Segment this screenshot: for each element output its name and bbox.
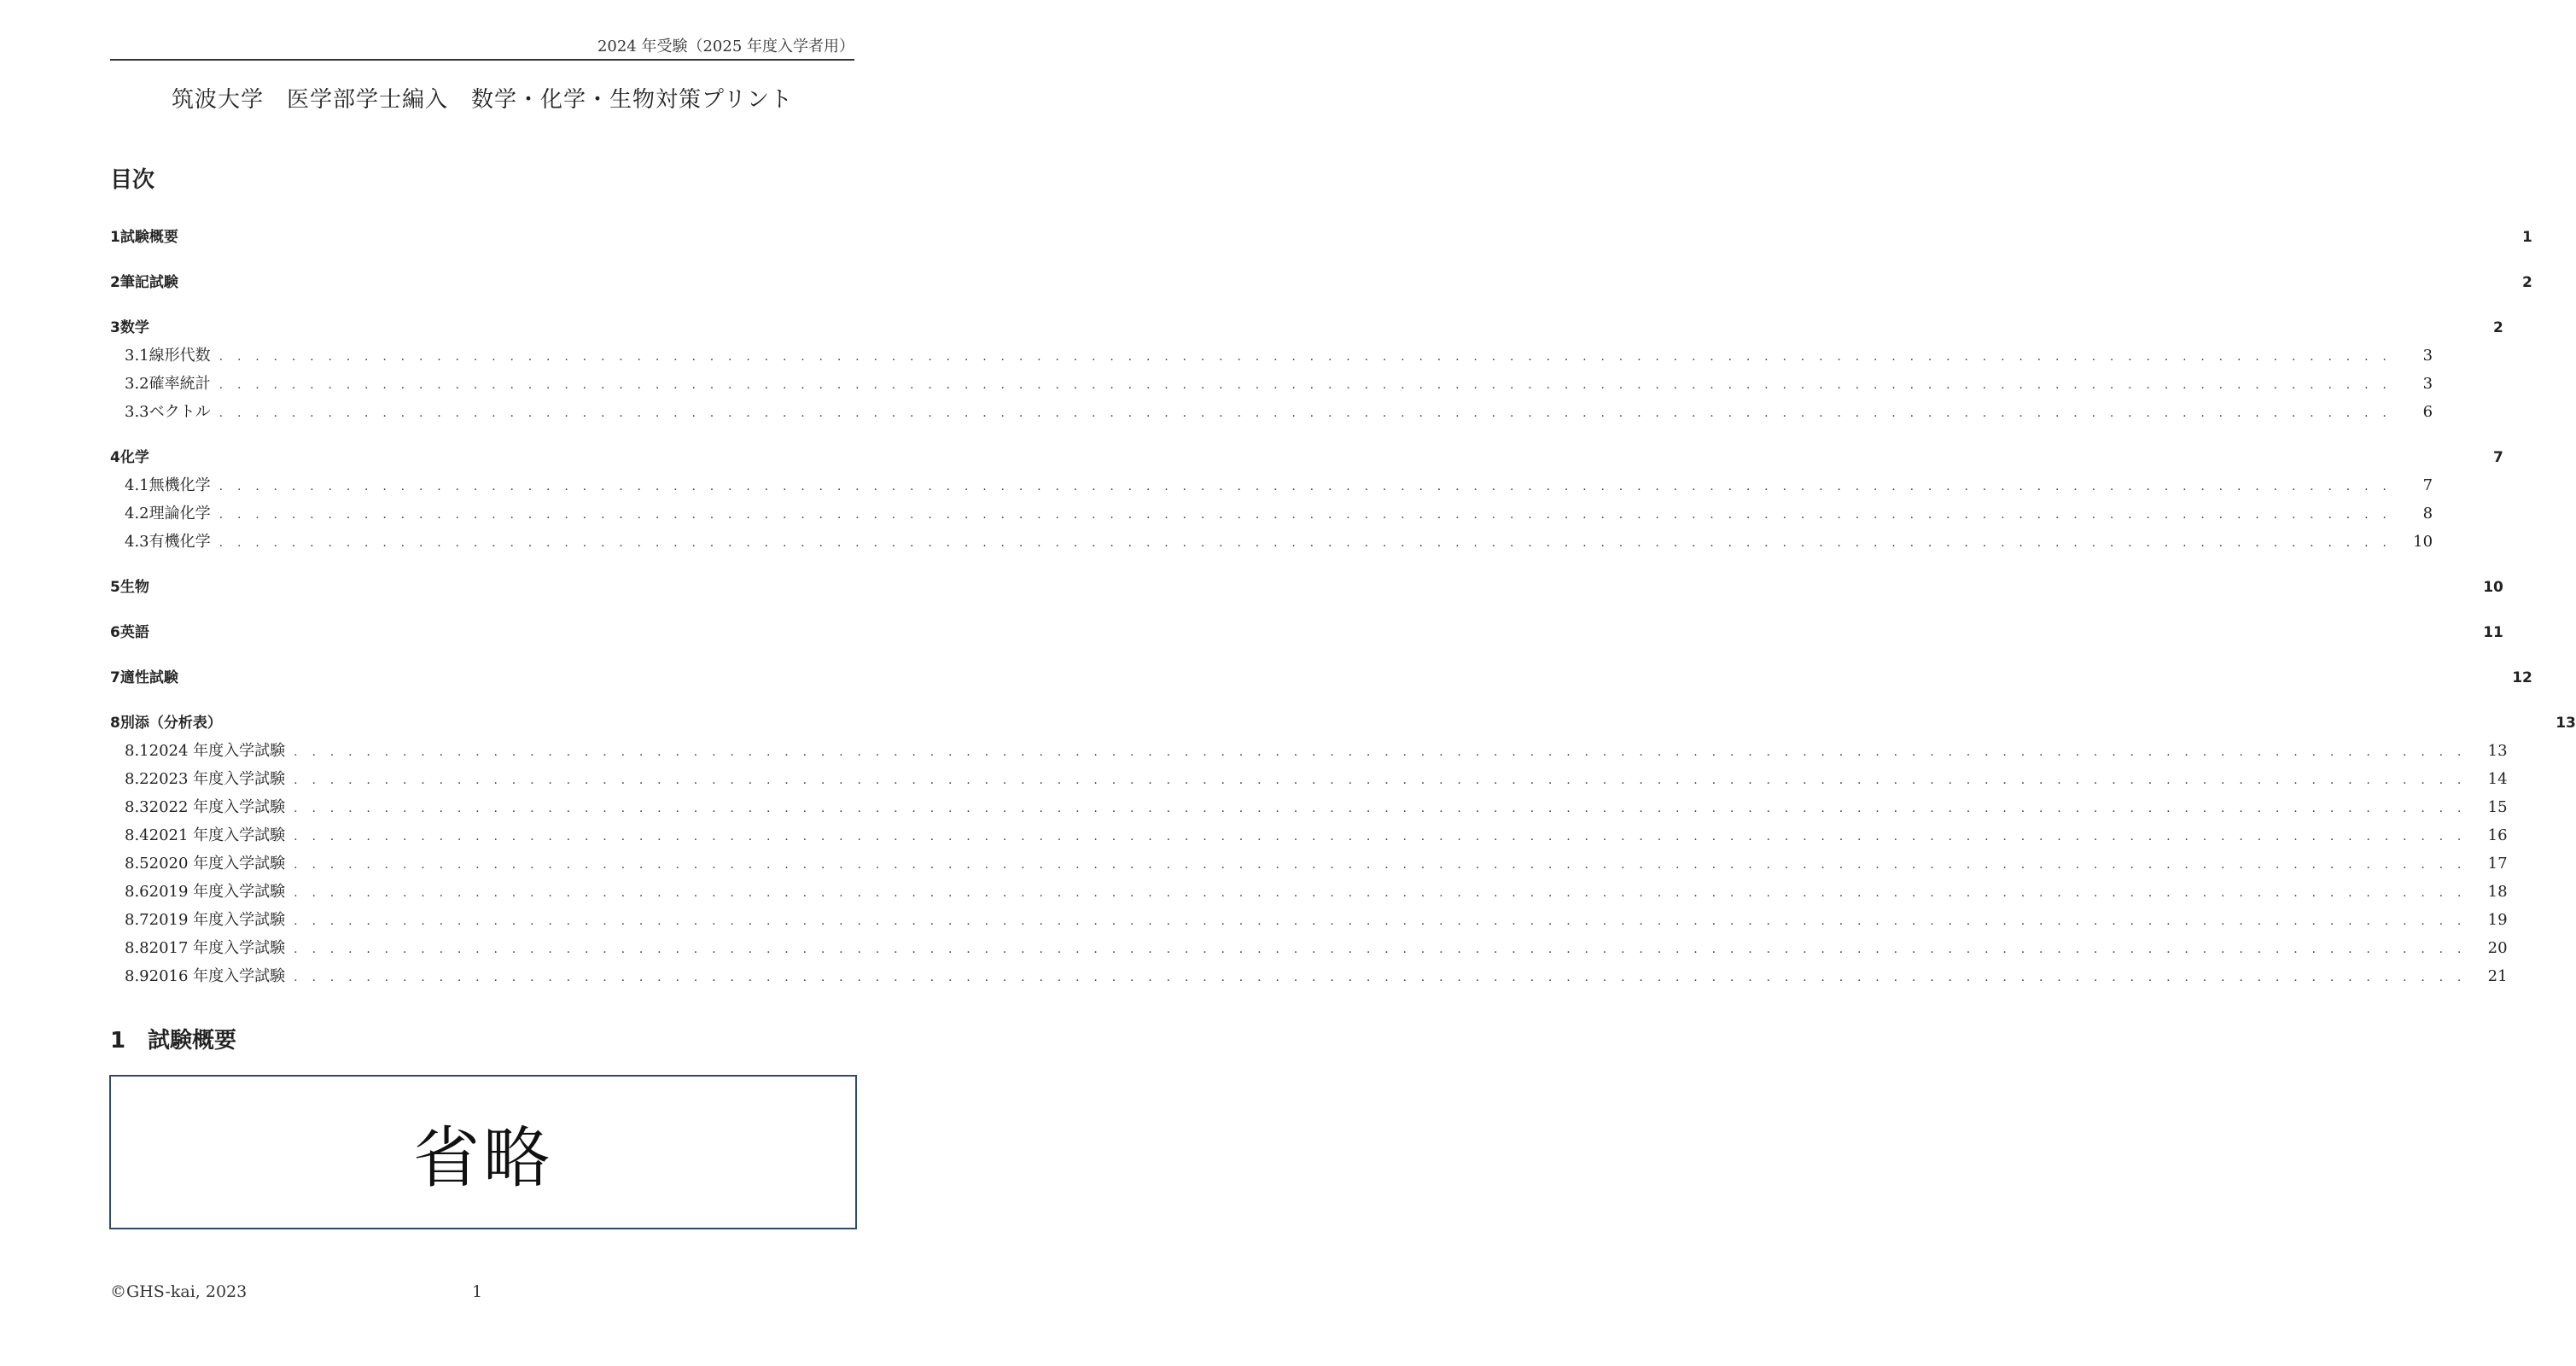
toc-entry-number: 4.2 [125,505,149,522]
toc-entry-title: 別添（分析表） [119,715,222,732]
toc-entry-title: 2019 年度入学試験 [149,911,286,929]
toc-entry-page: 18 [2487,883,2508,901]
toc-entry-page: 2 [2522,274,2532,291]
toc-entry-page: 2 [2493,319,2503,336]
toc-heading: 目次 [110,167,155,193]
toc-entry-title: 化学 [119,449,149,466]
toc-subsection-entry[interactable] [110,740,2508,762]
toc-entry-number: 1 [110,229,120,246]
toc-entry-number: 8.5 [125,855,149,873]
toc-entry-page: 10 [2413,533,2433,551]
toc-subsection-entry[interactable] [110,881,2508,903]
toc-dot-leader: . . . . . . . . . . . . . . . . . . . . . . . . . . . . . . . . . . . . . . . . . . . . . . . . . . . . . . . . . . . . . . . . . . . . . . . . . . . . . . . . . . . . . . . . . . . . . . . . . . . . . . . . . . . . . . . . . . . . . . . . [294,914,2467,928]
omitted-label: 省略 [412,1119,553,1197]
toc-entry-page: 7 [2422,476,2433,494]
toc-entry-title: 無機化学 [149,476,211,494]
toc-entry-page: 7 [2493,449,2503,466]
footer-page-number: 1 [472,1282,483,1301]
toc-entry-page: 19 [2487,911,2508,929]
toc-entry-page: 17 [2487,855,2508,873]
toc-entry-number: 8.9 [125,967,149,985]
toc-entry-title: 2024 年度入学試験 [149,742,286,760]
toc-entry-title: 2020 年度入学試験 [149,855,286,873]
toc-dot-leader: . . . . . . . . . . . . . . . . . . . . . . . . . . . . . . . . . . . . . . . . . . . . . . . . . . . . . . . . . . . . . . . . . . . . . . . . . . . . . . . . . . . . . . . . . . . . . . . . . . . . . . . . . . . . . . . . . . . . . . . . [294,773,2467,787]
toc-dot-leader: . . . . . . . . . . . . . . . . . . . . . . . . . . . . . . . . . . . . . . . . . . . . . . . . . . . . . . . . . . . . . . . . . . . . . . . . . . . . . . . . . . . . . . . . . . . . . . . . . . . . . . . . . . . . . . . . . . . . . . . . [219,406,2392,420]
toc-entry-number: 6 [110,624,120,641]
toc-entry-number: 8.6 [125,883,149,901]
toc-subsection-entry[interactable] [110,853,2508,875]
toc-section-entry[interactable] [110,447,2503,469]
toc-dot-leader: . . . . . . . . . . . . . . . . . . . . . . . . . . . . . . . . . . . . . . . . . . . . . . . . . . . . . . . . . . . . . . . . . . . . . . . . . . . . . . . . . . . . . . . . . . . . . . . . . . . . . . . . . . . . . . . . . . . . . . . . [219,536,2392,550]
toc-subsection-entry[interactable] [110,345,2433,367]
toc-subsection-entry[interactable] [110,373,2433,395]
toc-subsection-entry[interactable] [110,966,2508,988]
toc-subsection-entry[interactable] [110,937,2508,960]
toc-entry-title: 試験概要 [119,229,178,246]
toc-entry-page: 11 [2483,624,2503,641]
toc-subsection-entry[interactable] [110,531,2433,553]
toc-entry-number: 4.1 [125,476,149,494]
toc-dot-leader: . . . . . . . . . . . . . . . . . . . . . . . . . . . . . . . . . . . . . . . . . . . . . . . . . . . . . . . . . . . . . . . . . . . . . . . . . . . . . . . . . . . . . . . . . . . . . . . . . . . . . . . . . . . . . . . . . . . . . . . . [294,943,2467,956]
toc-entry-number: 3.1 [125,347,149,365]
toc-dot-leader: . . . . . . . . . . . . . . . . . . . . . . . . . . . . . . . . . . . . . . . . . . . . . . . . . . . . . . . . . . . . . . . . . . . . . . . . . . . . . . . . . . . . . . . . . . . . . . . . . . . . . . . . . . . . . . . . . . . . . . . . [219,480,2392,493]
toc-section-entry[interactable] [110,226,2532,248]
toc-entry-title: 2021 年度入学試験 [149,826,286,844]
toc-entry-title: 2019 年度入学試験 [149,883,286,901]
toc-entry-number: 8.1 [125,742,149,760]
toc-section-entry[interactable] [110,317,2503,339]
toc-dot-leader: . . . . . . . . . . . . . . . . . . . . . . . . . . . . . . . . . . . . . . . . . . . . . . . . . . . . . . . . . . . . . . . . . . . . . . . . . . . . . . . . . . . . . . . . . . . . . . . . . . . . . . . . . . . . . . . . . . . . . . . . [294,830,2467,844]
toc-entry-page: 10 [2483,579,2503,596]
toc-entry-page: 21 [2487,967,2508,985]
running-header: 2024 年受験（2025 年度入学者用） [597,38,854,55]
toc-entry-number: 3.3 [125,403,149,421]
toc-entry-title: 理論化学 [149,505,211,522]
toc-dot-leader: . . . . . . . . . . . . . . . . . . . . . . . . . . . . . . . . . . . . . . . . . . . . . . . . . . . . . . . . . . . . . . . . . . . . . . . . . . . . . . . . . . . . . . . . . . . . . . . . . . . . . . . . . . . . . . . . . . . . . . . . [294,971,2467,984]
toc-section-entry[interactable] [110,271,2532,294]
toc-subsection-entry[interactable] [110,768,2508,791]
footer-copyright: ©GHS-kai, 2023 [110,1282,248,1301]
toc-entry-number: 5 [110,579,120,596]
toc-entry-number: 7 [110,669,120,686]
toc-entry-title: 2022 年度入学試験 [149,798,286,816]
toc-entry-page: 3 [2422,347,2433,365]
document-title: 筑波大学 医学部学士編入 数学・化学・生物対策プリント [172,87,793,113]
toc-section-entry[interactable] [110,622,2503,644]
toc-entry-number: 3 [110,319,120,336]
toc-section-entry[interactable] [110,667,2532,689]
toc-entry-page: 13 [2556,715,2576,732]
toc-entry-title: 数学 [119,319,149,336]
toc-entry-title: 適性試験 [119,669,178,686]
toc-entry-page: 3 [2422,375,2433,393]
toc-subsection-entry[interactable] [110,909,2508,931]
section-heading [110,1023,236,1054]
toc-entry-number: 4 [110,449,120,466]
toc-subsection-entry[interactable] [110,825,2508,847]
toc-dot-leader: . . . . . . . . . . . . . . . . . . . . . . . . . . . . . . . . . . . . . . . . . . . . . . . . . . . . . . . . . . . . . . . . . . . . . . . . . . . . . . . . . . . . . . . . . . . . . . . . . . . . . . . . . . . . . . . . . . . . . . . . [219,378,2392,392]
toc-entry-page: 12 [2512,669,2532,686]
section-title: 試験概要 [148,1028,237,1054]
toc-subsection-entry[interactable] [110,475,2433,497]
toc-entry-number: 8.8 [125,939,149,957]
toc-entry-page: 16 [2487,826,2508,844]
toc-entry-page: 14 [2487,770,2508,788]
toc-dot-leader: . . . . . . . . . . . . . . . . . . . . . . . . . . . . . . . . . . . . . . . . . . . . . . . . . . . . . . . . . . . . . . . . . . . . . . . . . . . . . . . . . . . . . . . . . . . . . . . . . . . . . . . . . . . . . . . . . . . . . . . . [294,745,2467,759]
toc-entry-title: 2017 年度入学試験 [149,939,286,957]
toc-entry-title: 2023 年度入学試験 [149,770,286,788]
toc-dot-leader: . . . . . . . . . . . . . . . . . . . . . . . . . . . . . . . . . . . . . . . . . . . . . . . . . . . . . . . . . . . . . . . . . . . . . . . . . . . . . . . . . . . . . . . . . . . . . . . . . . . . . . . . . . . . . . . . . . . . . . . . [294,886,2467,900]
toc-entry-number: 8.3 [125,798,149,816]
toc-entry-number: 4.3 [125,533,149,551]
toc-entry-title: 筆記試験 [119,274,178,291]
toc-dot-leader: . . . . . . . . . . . . . . . . . . . . . . . . . . . . . . . . . . . . . . . . . . . . . . . . . . . . . . . . . . . . . . . . . . . . . . . . . . . . . . . . . . . . . . . . . . . . . . . . . . . . . . . . . . . . . . . . . . . . . . . . [219,350,2392,364]
omitted-content-box [109,1075,857,1229]
toc-entry-page: 20 [2487,939,2508,957]
toc-section-entry[interactable] [110,576,2503,598]
toc-entry-title: ベクトル [149,403,211,421]
toc-dot-leader: . . . . . . . . . . . . . . . . . . . . . . . . . . . . . . . . . . . . . . . . . . . . . . . . . . . . . . . . . . . . . . . . . . . . . . . . . . . . . . . . . . . . . . . . . . . . . . . . . . . . . . . . . . . . . . . . . . . . . . . . [294,858,2467,872]
toc-entry-title: 英語 [119,624,149,641]
toc-entry-title: 線形代数 [149,347,211,365]
toc-entry-title: 生物 [119,579,149,596]
toc-entry-page: 6 [2422,403,2433,421]
toc-entry-page: 13 [2487,742,2508,760]
toc-subsection-entry[interactable] [110,797,2508,819]
toc-entry-number: 8.4 [125,826,149,844]
toc-dot-leader: . . . . . . . . . . . . . . . . . . . . . . . . . . . . . . . . . . . . . . . . . . . . . . . . . . . . . . . . . . . . . . . . . . . . . . . . . . . . . . . . . . . . . . . . . . . . . . . . . . . . . . . . . . . . . . . . . . . . . . . . [294,802,2467,815]
toc-dot-leader: . . . . . . . . . . . . . . . . . . . . . . . . . . . . . . . . . . . . . . . . . . . . . . . . . . . . . . . . . . . . . . . . . . . . . . . . . . . . . . . . . . . . . . . . . . . . . . . . . . . . . . . . . . . . . . . . . . . . . . . . [219,508,2392,522]
toc-entry-number: 8 [110,715,120,732]
toc-entry-number: 8.2 [125,770,149,788]
toc-entry-title: 2016 年度入学試験 [149,967,286,985]
toc-entry-number: 3.2 [125,375,149,393]
toc-entry-page: 15 [2487,798,2508,816]
toc-subsection-entry[interactable] [110,401,2433,423]
toc-entry-title: 確率統計 [149,375,211,393]
toc-entry-page: 1 [2522,229,2532,246]
toc-entry-title: 有機化学 [149,533,211,551]
toc-section-entry[interactable] [110,712,2576,734]
section-number: 1 [110,1028,126,1054]
toc-subsection-entry[interactable] [110,503,2433,525]
toc-entry-page: 8 [2422,505,2433,522]
toc-entry-number: 8.7 [125,911,149,929]
toc-entry-number: 2 [110,274,120,291]
